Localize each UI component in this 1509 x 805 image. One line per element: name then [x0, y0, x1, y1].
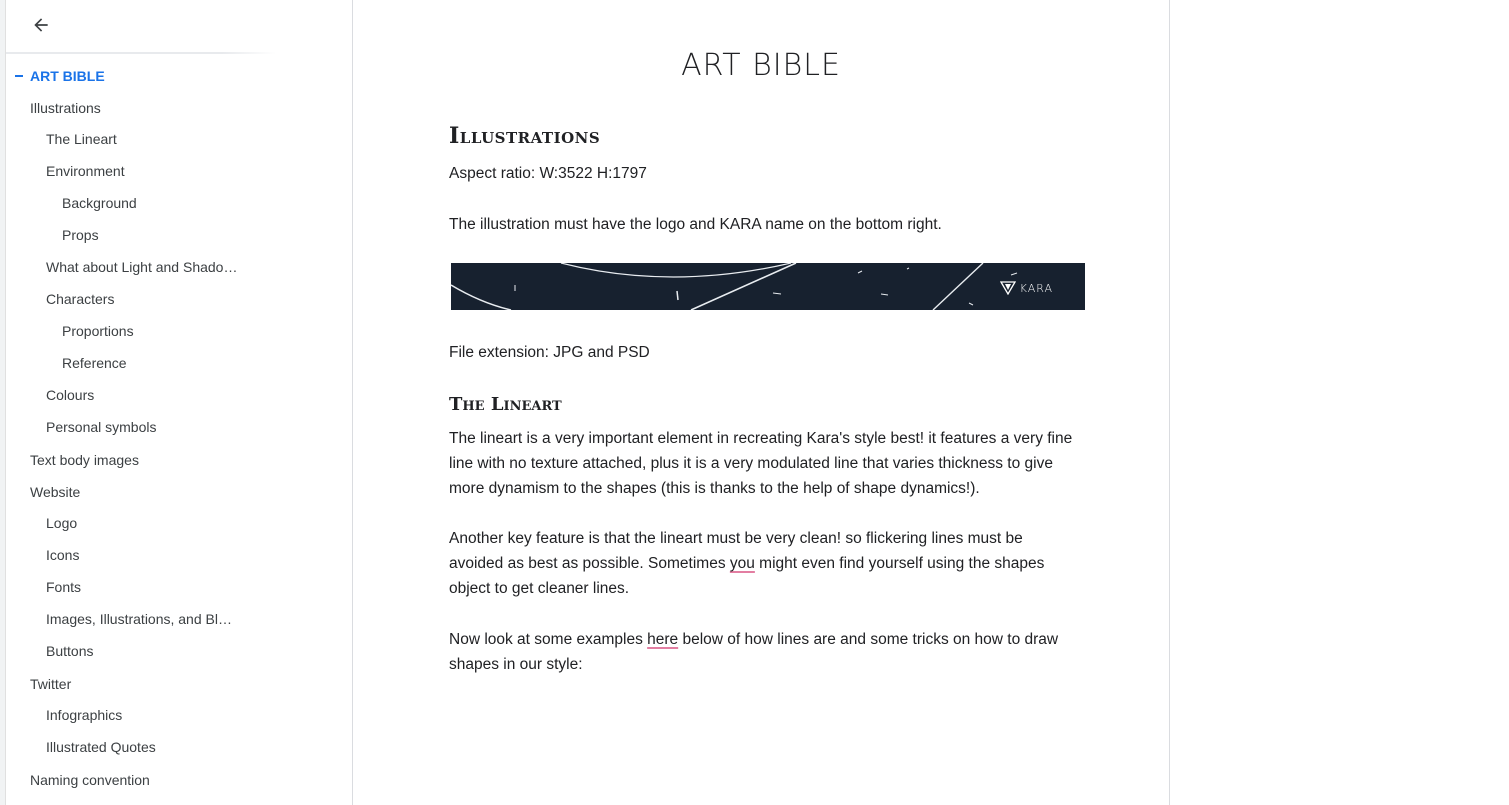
kara-logo: [1000, 281, 1053, 295]
outline-item[interactable]: What about Light and Shado…: [46, 259, 238, 275]
lineart-paragraph-3: [449, 627, 1079, 677]
outline-item[interactable]: Naming convention: [30, 772, 150, 788]
outline-item[interactable]: ART BIBLE: [30, 68, 105, 84]
outline-item[interactable]: Fonts: [46, 579, 82, 595]
lineart-paragraph-1: The lineart is a very important element in recreating Kara's style best! it features a very fine line with no texture attached, plus it is a very modulated line that varies thickness to give more dynamism to the shapes (this is thanks to the help of shape dynamics!).: [449, 430, 1073, 497]
sidebar-divider: [6, 52, 276, 54]
outline-item[interactable]: Colours: [46, 387, 95, 403]
para3-text-a: Now look at some examples: [449, 631, 648, 648]
arrow-left-icon: [31, 15, 51, 35]
section-heading: Illustrations: [449, 123, 601, 149]
spellcheck-word-you[interactable]: you: [729, 555, 755, 572]
file-extension-text: File extension: JPG and PSD: [449, 344, 650, 361]
back-button[interactable]: [28, 12, 54, 38]
outline-item[interactable]: Reference: [62, 355, 127, 371]
aspect-ratio-text: Aspect ratio: W:3522 H:1797: [449, 165, 647, 182]
outline-item[interactable]: The Lineart: [46, 131, 117, 147]
outline-item[interactable]: Proportions: [62, 323, 134, 339]
document-title: ART BIBLE: [681, 48, 841, 83]
outline-item[interactable]: Environment: [46, 163, 125, 179]
outline-item[interactable]: Icons: [46, 547, 80, 563]
outline-item[interactable]: Website: [30, 484, 81, 500]
outline-item[interactable]: Infographics: [46, 707, 123, 723]
logo-note-text: The illustration must have the logo and KARA name on the bottom right.: [449, 216, 942, 233]
outline-item[interactable]: Props: [62, 227, 99, 243]
outline-item[interactable]: Personal symbols: [46, 419, 157, 435]
kara-brand-text: KARA: [1019, 281, 1053, 295]
outline-item[interactable]: Twitter: [30, 676, 72, 692]
outline-item[interactable]: Illustrations: [30, 100, 101, 116]
lineart-subheading: The Lineart: [449, 394, 562, 415]
para3-text-c: below of how lines are and some tricks on how to draw shapes in our style:: [449, 631, 1059, 673]
illustration-banner-image: [451, 263, 1085, 310]
outline-item[interactable]: Logo: [46, 515, 78, 531]
document-outline-sidebar: [6, 0, 353, 805]
outline-item[interactable]: Background: [62, 195, 137, 211]
triangle-logo-icon: [1000, 281, 1016, 295]
lineart-paragraph-2: [449, 526, 1079, 601]
outline-item[interactable]: Characters: [46, 291, 115, 307]
outline-item[interactable]: Buttons: [46, 643, 94, 659]
outline-item[interactable]: Images, Illustrations, and Bl…: [46, 611, 232, 627]
outline-item[interactable]: Text body images: [30, 452, 139, 468]
para2-text-c: might even find yourself using the shapes object to get cleaner lines.: [449, 555, 1045, 597]
spellcheck-word-here[interactable]: here: [647, 631, 679, 648]
outline-item[interactable]: Illustrated Quotes: [46, 739, 156, 755]
active-heading-indicator: [15, 75, 23, 77]
para2-text-a: Another key feature is that the lineart must be very clean! so flickering lines must be avoided as best as possible. Sometimes: [449, 530, 1023, 572]
